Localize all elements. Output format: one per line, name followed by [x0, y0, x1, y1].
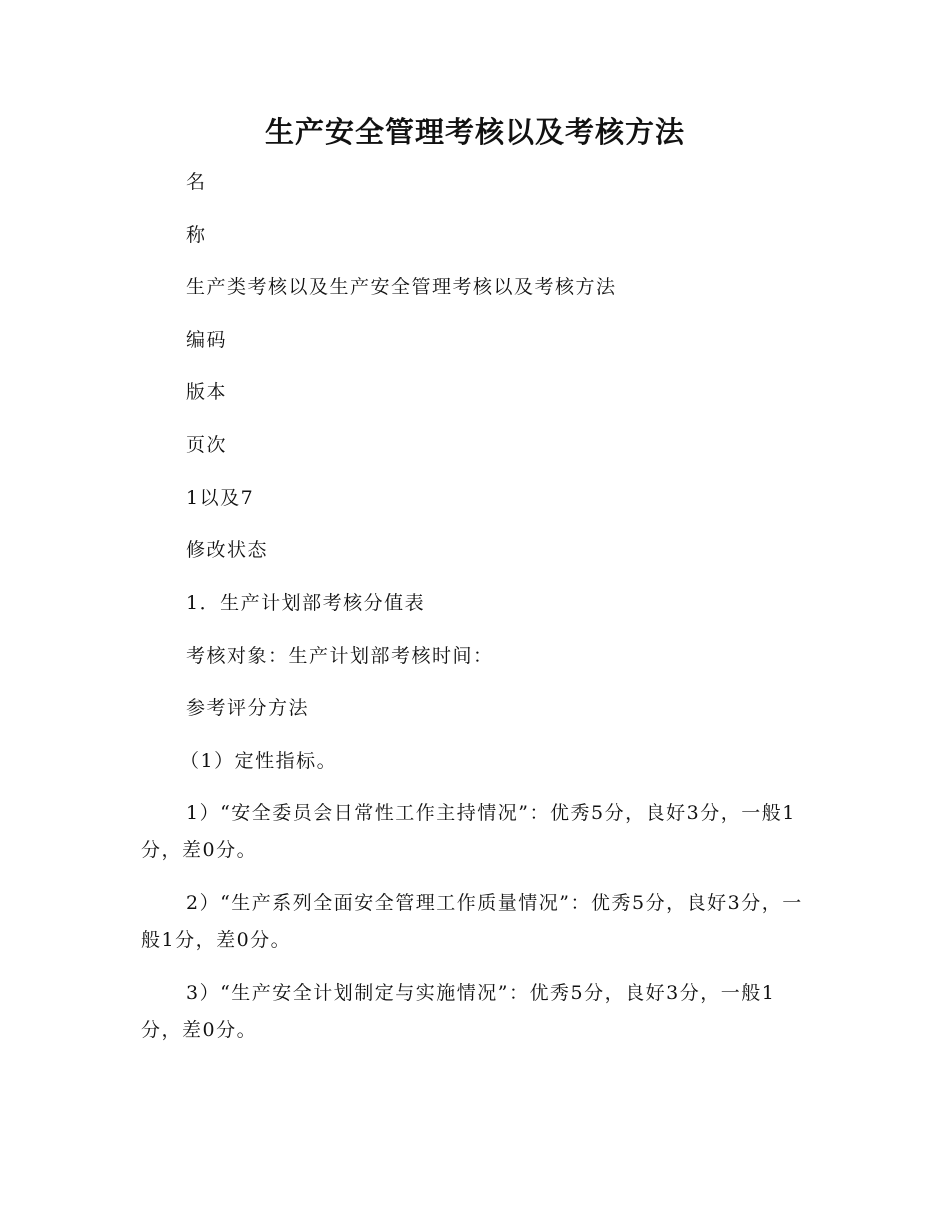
field-name-char-2: 称 — [186, 224, 207, 246]
field-version-label: 版本 — [186, 381, 228, 403]
field-name-value: 生产类考核以及生产安全管理考核以及考核方法 — [186, 276, 617, 298]
scoring-item: 1）“安全委员会日常性工作主持情况”：优秀5分，良好3分，一般1分，差0分。 — [141, 802, 796, 861]
scoring-item: 3）“生产安全计划制定与实施情况”：优秀5分，良好3分，一般1分，差0分。 — [141, 982, 776, 1041]
field-code-label: 编码 — [186, 329, 228, 351]
scoring-item: 2）“生产系列全面安全管理工作质量情况”：优秀5分，良好3分，一般1分，差0分。 — [141, 892, 803, 951]
document-title: 生产安全管理考核以及考核方法 — [264, 115, 685, 149]
section-heading: 1．生产计划部考核分值表 — [186, 592, 426, 614]
field-page-label: 页次 — [186, 434, 228, 456]
scoring-method-heading: 参考评分方法 — [186, 697, 310, 719]
field-name-char-1: 名 — [186, 171, 207, 193]
assessment-target: 考核对象：生产计划部考核时间： — [186, 645, 494, 667]
field-page-value: 1以及7 — [186, 487, 255, 509]
field-revision-label: 修改状态 — [186, 539, 269, 561]
qualitative-heading: （1）定性指标。 — [180, 750, 338, 772]
